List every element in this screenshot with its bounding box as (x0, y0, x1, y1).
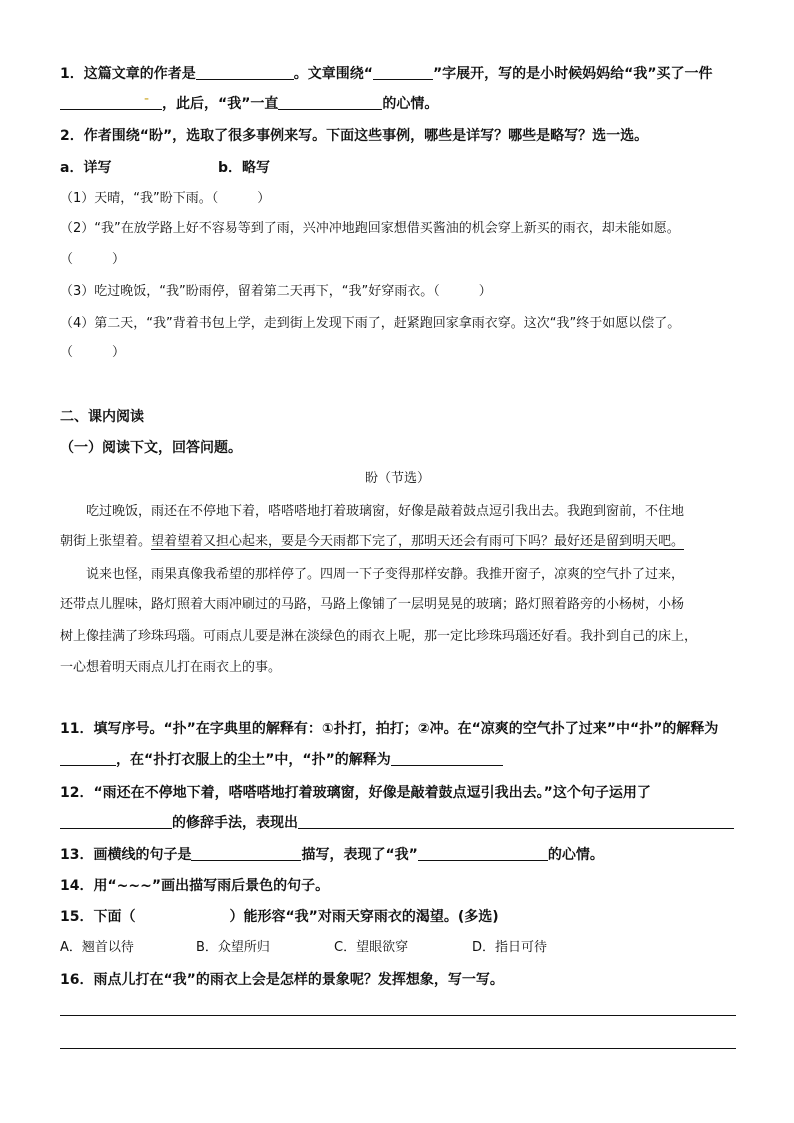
q15-text-a: 15．下面（ (60, 909, 136, 925)
passage-p2-line4: 一心想着明天雨点儿打在雨衣上的事。 (60, 660, 282, 675)
q1-text-c: ”字展开，写的是小时候妈妈给“我”买了一件 (432, 66, 713, 82)
q1-line2 (60, 91, 439, 114)
q15-option-b: B．众望所归 (196, 940, 270, 955)
q13 (60, 845, 604, 865)
q13-text-b: 描写，表现了“我” (301, 847, 418, 863)
q1-blank-author[interactable] (196, 65, 294, 80)
passage-p2-line3: 树上像挂满了珍珠玛瑙。可雨点儿要是淋在淡绿色的雨衣上呢，那一定比珍珠玛瑙还好看。我扑到自己的床上， (60, 629, 698, 644)
passage-p1-plain: 朝街上张望着。 (60, 534, 152, 549)
section2-heading: 二、课内阅读 (60, 409, 144, 425)
q13-text-c: 的心情。 (547, 847, 604, 863)
q2-item-4-answer[interactable]: （ ） (60, 345, 126, 360)
q12-text-b: 的修辞手法，表现出 (172, 815, 298, 831)
q2-item-1: （1）天晴，“我”盼下雨。（ ） (60, 191, 271, 206)
q11-blank-2[interactable] (391, 751, 503, 766)
q13-text-a: 13．画横线的句子是 (60, 847, 192, 863)
q1-text-a: 1．这篇文章的作者是 (60, 66, 196, 82)
q11-line2 (60, 750, 503, 770)
q1-text-b: 。文章围绕“ (293, 66, 373, 82)
passage-p2-line2: 还带点儿腥味，路灯照着大雨冲刷过的马路，马路上像铺了一层明晃晃的玻璃；路灯照着路旁的小杨树，小杨 (60, 597, 685, 612)
q11-blank-1[interactable] (60, 751, 116, 766)
q1-text-d: ，此后，“我”一直 (162, 96, 279, 112)
q1-blank-mood[interactable] (278, 95, 382, 110)
q15-text-b: ）能形容“我”对雨天穿雨衣的渴望。(多选) (229, 909, 499, 925)
q16-answer-line-2[interactable] (60, 1048, 736, 1049)
passage-p2-line1: 说来也怪，雨果真像我希望的那样停了。四周一下子变得那样安静。我推开窗子，凉爽的空气扑了过来， (86, 567, 685, 582)
q15-option-a: A．翘首以待 (60, 940, 134, 955)
q2-item-4: （4）第二天，“我”背着书包上学，走到街上发现下雨了，赶紧跑回家拿雨衣穿。这次“我”终于如愿以偿了。 (60, 316, 681, 331)
q1-blank-word[interactable] (373, 65, 433, 80)
q1-line1 (60, 64, 713, 84)
passage-title: 盼（节选） (365, 471, 431, 486)
q2-item-2: （2）“我”在放学路上好不容易等到了雨，兴冲冲地跑回家想借买酱油的机会穿上新买的雨衣，却未能如愿。 (60, 221, 680, 236)
q2-stem: 2．作者围绕“盼”，选取了很多事例来写。下面这些事例，哪些是详写？哪些是略写？选一选。 (60, 128, 649, 144)
q2-item-3: （3）吃过晚饭，“我”盼雨停，留着第二天再下，“我”好穿雨衣。（ ） (60, 284, 492, 299)
q14: 14．用“~~~”画出描写雨后景色的句子。 (60, 878, 330, 894)
q1-text-e: 的心情。 (382, 96, 439, 112)
q15 (60, 907, 499, 927)
passage-p1-line2 (60, 532, 684, 552)
q1-blank-item[interactable] (60, 91, 162, 110)
q12-line2 (60, 813, 734, 833)
passage-p1-line1: 吃过晚饭，雨还在不停地下着，嗒嗒嗒地打着玻璃窗，好像是敲着鼓点逗引我出去。我跑到窗前，不住地 (86, 504, 685, 519)
q11-stem: 11．填写序号。“扑”在字典里的解释有：①扑打，拍打；②冲。在“凉爽的空气扑了过来”中“扑”的解释为 (60, 721, 719, 737)
q15-option-d: D．指日可待 (472, 940, 548, 955)
q16-stem: 16．雨点儿打在“我”的雨衣上会是怎样的景象呢？发挥想象，写一写。 (60, 972, 504, 988)
q2-option-b: b．略写 (218, 160, 271, 176)
passage-underlined-sentence: 望着望着又担心起来，要是今天雨都下完了，那明天还会有雨可下吗？最好还是留到明天吧。 (151, 534, 685, 549)
q12-blank-1[interactable] (60, 814, 172, 829)
q16-answer-line-1[interactable] (60, 1015, 736, 1016)
q13-blank-1[interactable] (191, 846, 301, 861)
q12-stem: 12．“雨还在不停地下着，嗒嗒嗒地打着玻璃窗，好像是敲着鼓点逗引我出去。”这个句子运用了 (60, 785, 651, 801)
q11-text-b: ，在“扑打衣服上的尘土”中，“扑”的解释为 (116, 752, 391, 768)
section2-sub: （一）阅读下文，回答问题。 (60, 440, 242, 456)
q2-option-a: a．详写 (60, 160, 112, 176)
q2-item-2-answer[interactable]: （ ） (60, 252, 126, 267)
q15-option-c: C．望眼欲穿 (334, 940, 409, 955)
q1-mark: - (144, 91, 150, 107)
q12-blank-2[interactable] (298, 814, 734, 829)
q13-blank-2[interactable] (418, 846, 548, 861)
